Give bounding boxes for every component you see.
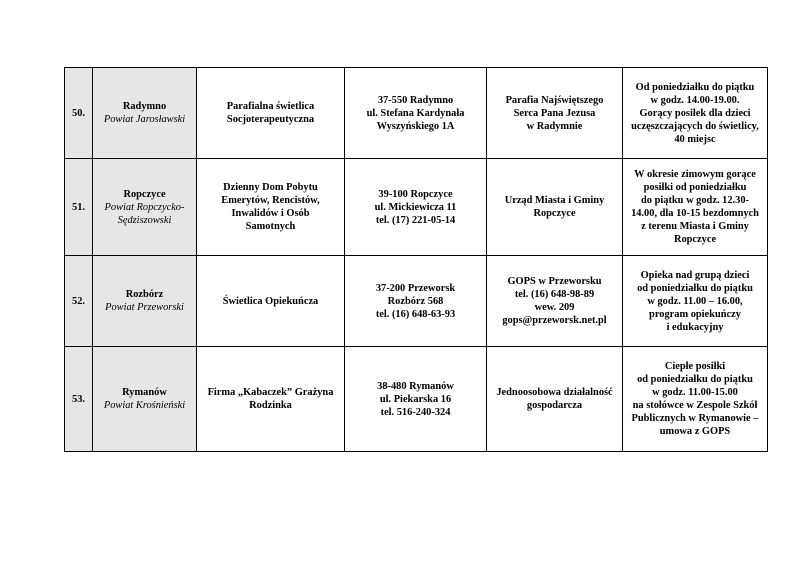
text-line: na stołówce w Zespole Szkół bbox=[632, 400, 758, 411]
location-cell bbox=[93, 347, 197, 452]
facility-cell bbox=[197, 256, 345, 347]
notes-cell bbox=[623, 347, 768, 452]
text-line: ul. Mickiewicza 11 bbox=[374, 201, 457, 213]
text-line: 40 miejsc bbox=[674, 133, 716, 145]
text-line: tel. (16) 648-63-93 bbox=[375, 308, 456, 320]
text-line: 37-200 Przeworsk bbox=[375, 282, 456, 294]
text-line: Od poniedziałku do piątku bbox=[635, 81, 755, 93]
address-cell bbox=[345, 68, 487, 159]
text-line: i edukacyjny bbox=[666, 321, 724, 333]
text-line: umowa z GOPS bbox=[659, 426, 731, 437]
county-name: Powiat Krośnieński bbox=[103, 400, 186, 411]
text-line: Wyszyńskiego 1A bbox=[376, 120, 455, 132]
location-name: Rozbórz bbox=[125, 289, 164, 300]
text-line: Jednoosobowa działalność bbox=[496, 387, 613, 398]
text-line: tel. 516-240-324 bbox=[380, 406, 451, 418]
address-cell bbox=[345, 159, 487, 256]
address-cell bbox=[345, 347, 487, 452]
text-line: tel. (17) 221-05-14 bbox=[375, 214, 456, 226]
row-number: 51. bbox=[65, 159, 93, 256]
text-line: Ropczyce bbox=[673, 234, 717, 245]
text-line: Publicznych w Rymanowie – bbox=[631, 413, 759, 424]
text-line: GOPS w Przeworsku bbox=[507, 276, 602, 287]
county-name: Powiat Jarosławski bbox=[103, 114, 186, 125]
row-number: 53. bbox=[65, 347, 93, 452]
text-line: 38-480 Rymanów bbox=[377, 380, 454, 392]
text-line: Gorący posiłek dla dzieci bbox=[639, 107, 751, 119]
address-cell bbox=[345, 256, 487, 347]
table-row bbox=[65, 68, 768, 159]
text-line: 39-100 Ropczyce bbox=[378, 188, 453, 200]
text-line: gospodarcza bbox=[526, 400, 583, 411]
text-line: Urząd Miasta i Gminy bbox=[504, 195, 605, 206]
text-line: Rozbórz 568 bbox=[387, 295, 444, 307]
text-line: 14.00, dla 10-15 bezdomnych bbox=[631, 208, 759, 219]
notes-cell bbox=[623, 256, 768, 347]
text-line: w godz. 11.00 – 16.00, bbox=[647, 295, 743, 307]
text-line: z terenu Miasta i Gminy bbox=[641, 221, 749, 232]
county-name: Powiat Przeworski bbox=[105, 302, 184, 313]
operator-cell bbox=[487, 256, 623, 347]
facilities-table bbox=[64, 67, 768, 452]
row-number: 50. bbox=[65, 68, 93, 159]
text-line: do piątku w godz. 12.30- bbox=[641, 195, 749, 206]
text-line: Serca Pana Jezusa bbox=[513, 107, 596, 119]
text-line: Opieka nad grupą dzieci bbox=[640, 269, 750, 281]
text-line: posiłki od poniedziałku bbox=[643, 182, 747, 193]
notes-cell bbox=[623, 68, 768, 159]
location-cell bbox=[93, 159, 197, 256]
location-name: Rymanów bbox=[122, 387, 167, 398]
facility-cell bbox=[197, 159, 345, 256]
text-line: program opiekuńczy bbox=[649, 308, 741, 320]
text-line: Socjoterapeutyczna bbox=[226, 114, 315, 125]
text-line: gops@przeworsk.net.pl bbox=[502, 315, 607, 326]
text-line: Emerytów, Rencistów, bbox=[221, 195, 320, 206]
facility-cell bbox=[197, 68, 345, 159]
text-line: w godz. 11.00-15.00 bbox=[652, 387, 738, 398]
table-row bbox=[65, 256, 768, 347]
row-number: 52. bbox=[65, 256, 93, 347]
operator-cell bbox=[487, 68, 623, 159]
text-line: Ropczyce bbox=[533, 208, 576, 219]
text-line: w godz. 14.00-19.00. bbox=[650, 94, 740, 106]
text-line: W okresie zimowym gorące bbox=[634, 169, 756, 180]
notes-cell bbox=[623, 159, 768, 256]
text-line: od poniedziałku do piątku bbox=[637, 282, 753, 294]
location-cell bbox=[93, 68, 197, 159]
text-line: Dzienny Dom Pobytu bbox=[223, 182, 318, 193]
text-line: ul. Stefana Kardynała bbox=[366, 107, 465, 119]
text-line: w Radymnie bbox=[526, 120, 583, 132]
text-line: uczęszczających do świetlicy, bbox=[631, 120, 759, 132]
operator-cell bbox=[487, 159, 623, 256]
text-line: Rodzinka bbox=[249, 400, 292, 411]
location-name: Ropczyce bbox=[123, 188, 166, 200]
text-line: 37-550 Radymno bbox=[377, 94, 454, 106]
text-line: od poniedziałku do piątku bbox=[637, 374, 753, 385]
facility-cell bbox=[197, 347, 345, 452]
text-line: wew. 209 bbox=[534, 302, 575, 313]
location-cell bbox=[93, 256, 197, 347]
text-line: tel. (16) 648-98-89 bbox=[514, 289, 595, 300]
county-name: Powiat Ropczycko-Sędziszowski bbox=[104, 201, 185, 226]
text-line: Inwalidów i Osób bbox=[231, 208, 310, 219]
text-line: Parafialna świetlica bbox=[226, 101, 315, 112]
text-line: Świetlica Opiekuńcza bbox=[222, 295, 319, 307]
text-line: Firma „Kabaczek” Grażyna bbox=[207, 387, 334, 398]
location-name: Radymno bbox=[122, 101, 167, 112]
operator-cell bbox=[487, 347, 623, 452]
table-body bbox=[65, 68, 768, 452]
text-line: Parafia Najświętszego bbox=[505, 94, 604, 106]
text-line: Ciepłe posiłki bbox=[664, 361, 726, 372]
table-row bbox=[65, 159, 768, 256]
table-row bbox=[65, 347, 768, 452]
text-line: ul. Piekarska 16 bbox=[379, 393, 452, 405]
text-line: Samotnych bbox=[245, 221, 296, 232]
